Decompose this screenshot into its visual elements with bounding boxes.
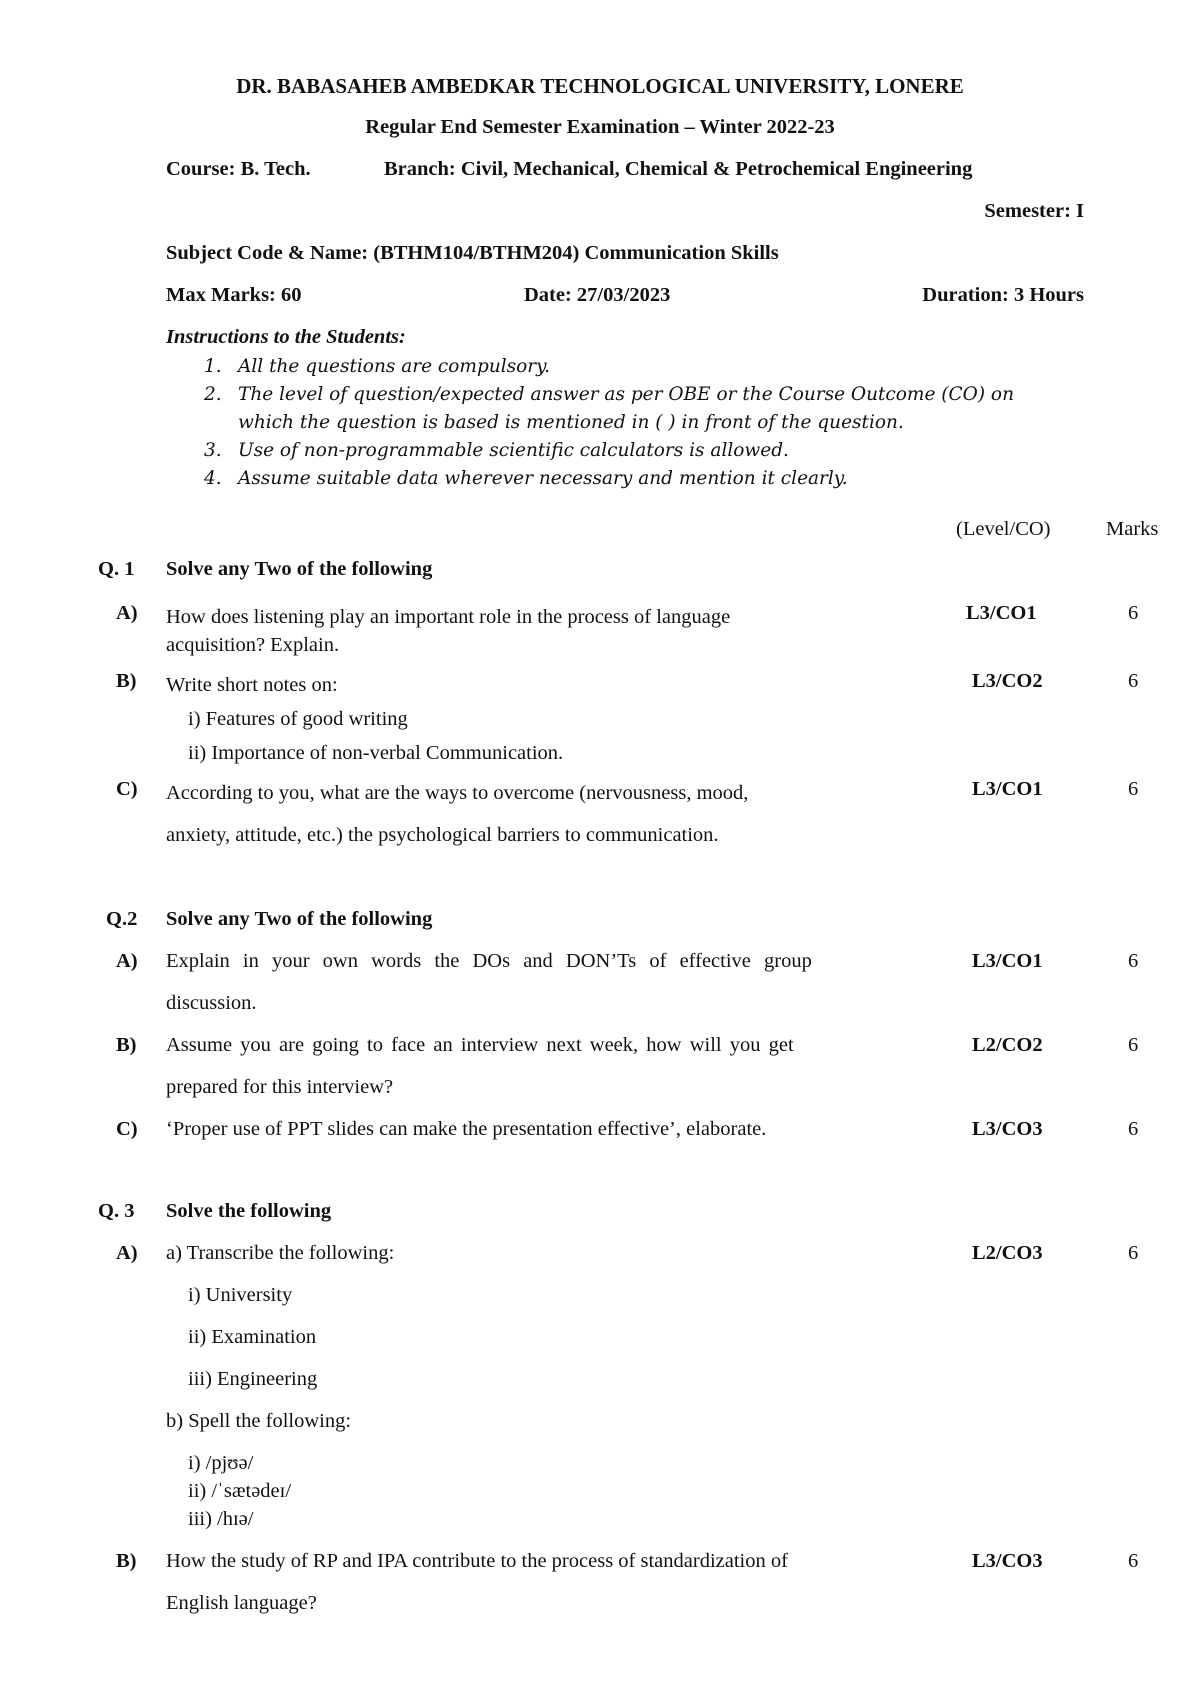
question-number: Q. 1 [98,558,135,580]
instruction-text-continued: which the question is based is mentioned in ( ) in front of the question. [238,412,904,433]
sub-question-letter: B) [116,1034,137,1056]
question-subitem: i) Features of good writing [188,708,408,730]
instructions-title: Instructions to the Students: [166,326,406,348]
question-text: Explain in your own words the DOs and DON’Ts of effective group [166,950,812,972]
marks-header: Marks [1106,518,1159,540]
course-label: Course: B. Tech. [166,158,311,180]
marks: 6 [1128,950,1139,972]
instruction-num: 2. [204,384,222,405]
instruction-text: The level of question/expected answer as per OBE or the Course Outcome (CO) on [238,384,1014,405]
question-text: prepared for this interview? [166,1076,394,1098]
instruction-text: All the questions are compulsory. [238,356,550,377]
question-subitem: iii) Engineering [188,1368,318,1390]
sub-question-letter: C) [116,1118,138,1140]
sub-question-letter: A) [116,950,138,972]
level-co: L2/CO3 [972,1242,1043,1264]
branch-label: Branch: Civil, Mechanical, Chemical & Petrochemical Engineering [384,158,973,180]
marks: 6 [1128,778,1139,800]
question-title: Solve any Two of the following [166,558,433,580]
question-subitem: ii) Examination [188,1326,317,1348]
level-co: L3/CO3 [972,1118,1043,1140]
marks: 6 [1128,1034,1139,1056]
sub-question-letter: B) [116,670,137,692]
level-co-header: (Level/CO) [956,518,1051,540]
question-subitem: iii) /hɪə/ [188,1508,254,1530]
marks: 6 [1128,602,1139,624]
question-number: Q.2 [106,908,138,930]
level-co: L3/CO2 [972,670,1043,692]
instruction-num: 4. [204,468,222,489]
question-title: Solve any Two of the following [166,908,433,930]
question-text: How does listening play an important role in the process of language [166,606,731,628]
question-text: Write short notes on: [166,674,338,696]
instruction-text: Use of non-programmable scientific calculators is allowed. [238,440,789,461]
instruction-num: 3. [204,440,222,461]
level-co: L3/CO3 [972,1550,1043,1572]
question-subitem: ii) /ˈsætədeɪ/ [188,1480,292,1502]
exam-title: Regular End Semester Examination – Winter 2022-23 [365,116,835,138]
duration-label: Duration: 3 Hours [922,284,1084,306]
question-number: Q. 3 [98,1200,135,1222]
level-co: L3/CO1 [972,950,1043,972]
marks: 6 [1128,670,1139,692]
question-part: a) Transcribe the following: [166,1242,395,1264]
question-part: b) Spell the following: [166,1410,352,1432]
question-subitem: i) University [188,1284,293,1306]
marks: 6 [1128,1242,1139,1264]
max-marks-label: Max Marks: 60 [166,284,302,306]
subject-label: Subject Code & Name: (BTHM104/BTHM204) Communication Skills [166,242,779,264]
sub-question-letter: B) [116,1550,137,1572]
marks: 6 [1128,1118,1139,1140]
question-subitem: ii) Importance of non-verbal Communication. [188,742,564,764]
sub-question-letter: A) [116,602,138,624]
question-text: acquisition? Explain. [166,634,340,656]
instruction-num: 1. [204,356,222,377]
question-text: How the study of RP and IPA contribute to the process of standardization of [166,1550,788,1572]
level-co: L3/CO1 [966,602,1037,624]
sub-question-letter: A) [116,1242,138,1264]
sub-question-letter: C) [116,778,138,800]
level-co: L3/CO1 [972,778,1043,800]
question-text: anxiety, attitude, etc.) the psychological barriers to communication. [166,824,719,846]
question-text: English language? [166,1592,317,1614]
instruction-text: Assume suitable data wherever necessary and mention it clearly. [238,468,848,489]
semester-label: Semester: I [984,200,1084,222]
question-text: ‘Proper use of PPT slides can make the presentation effective’, elaborate. [166,1118,767,1140]
university-title: DR. BABASAHEB AMBEDKAR TECHNOLOGICAL UNIVERSITY, LONERE [236,74,964,98]
date-label: Date: 27/03/2023 [524,284,671,306]
level-co: L2/CO2 [972,1034,1043,1056]
question-text: discussion. [166,992,257,1014]
question-text: According to you, what are the ways to overcome (nervousness, mood, [166,782,749,804]
question-text: Assume you are going to face an interview next week, how will you get [166,1034,794,1056]
marks: 6 [1128,1550,1139,1572]
question-title: Solve the following [166,1200,332,1222]
question-subitem: i) /pjʊə/ [188,1452,254,1474]
